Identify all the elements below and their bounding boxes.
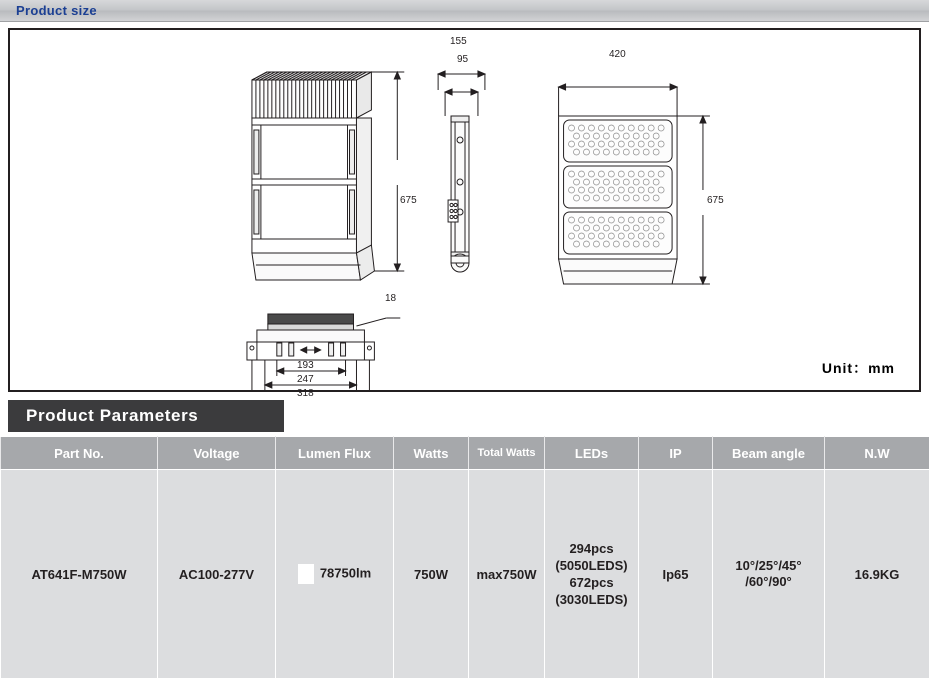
dim-side-inner: 95 [457, 54, 468, 65]
product-parameters-table [0, 436, 929, 678]
beam-line-1: 10°/25°/45° [716, 558, 821, 574]
dim-bracket-c: 318 [297, 388, 314, 399]
col-voltage: Voltage [158, 437, 276, 470]
table-row [1, 470, 929, 678]
back-width-dimension [559, 84, 677, 116]
bracket-view [247, 314, 374, 360]
col-watts: Watts [394, 437, 469, 470]
dim-front-height: 675 [400, 195, 417, 206]
leds-line-2: (5050LEDS) [548, 557, 635, 574]
side-width-dimensions [438, 71, 485, 116]
front-view-body [252, 118, 374, 280]
cell-ip: Ip65 [639, 470, 713, 678]
dim-back-height: 675 [707, 195, 724, 206]
table-header-row [1, 437, 929, 470]
lumen-value: 78750lm [320, 565, 371, 580]
leds-line-1: 294pcs [548, 540, 635, 557]
col-beam-angle: Beam angle [713, 437, 825, 470]
col-part-no: Part No. [1, 437, 158, 470]
dim-back-width: 420 [609, 49, 626, 60]
cell-voltage: AC100-277V [158, 470, 276, 678]
dim-bracket-thickness: 18 [385, 293, 396, 304]
dim-bracket-b: 247 [297, 374, 314, 385]
leds-line-3: 672pcs [548, 574, 635, 591]
front-view-heatsink [252, 72, 371, 118]
unit-label: Unit：mm [822, 358, 895, 378]
col-leds: LEDs [545, 437, 639, 470]
product-drawing-panel [8, 28, 921, 392]
cell-leds [545, 470, 639, 678]
dim-side-width: 155 [450, 36, 467, 47]
col-total-watts: Total Watts [469, 437, 545, 470]
col-ip: IP [639, 437, 713, 470]
back-view [559, 116, 677, 284]
product-parameters-banner: Product Parameters [8, 400, 284, 432]
col-nw: N.W [825, 437, 929, 470]
cell-part-no: AT641F-M750W [1, 470, 158, 678]
front-height-dimension [371, 72, 404, 271]
beam-line-2: /60°/90° [716, 574, 821, 590]
col-lumen-flux: Lumen Flux [276, 437, 394, 470]
leds-line-4: (3030LEDS) [548, 591, 635, 608]
product-drawings-svg [10, 30, 919, 390]
cell-total-watts: max750W [469, 470, 545, 678]
product-parameters-banner-wrap [0, 400, 929, 432]
lumen-swatch [298, 564, 314, 584]
cell-watts: 750W [394, 470, 469, 678]
side-view [448, 116, 469, 272]
cell-beam-angle [713, 470, 825, 678]
product-size-title: Product size [16, 3, 97, 18]
cell-nw: 16.9KG [825, 470, 929, 678]
cell-lumen-flux [276, 470, 394, 678]
dim-bracket-a: 193 [297, 360, 314, 371]
product-size-header [0, 0, 929, 22]
bracket-thickness-leader [356, 318, 400, 326]
back-height-dimension [672, 116, 710, 284]
